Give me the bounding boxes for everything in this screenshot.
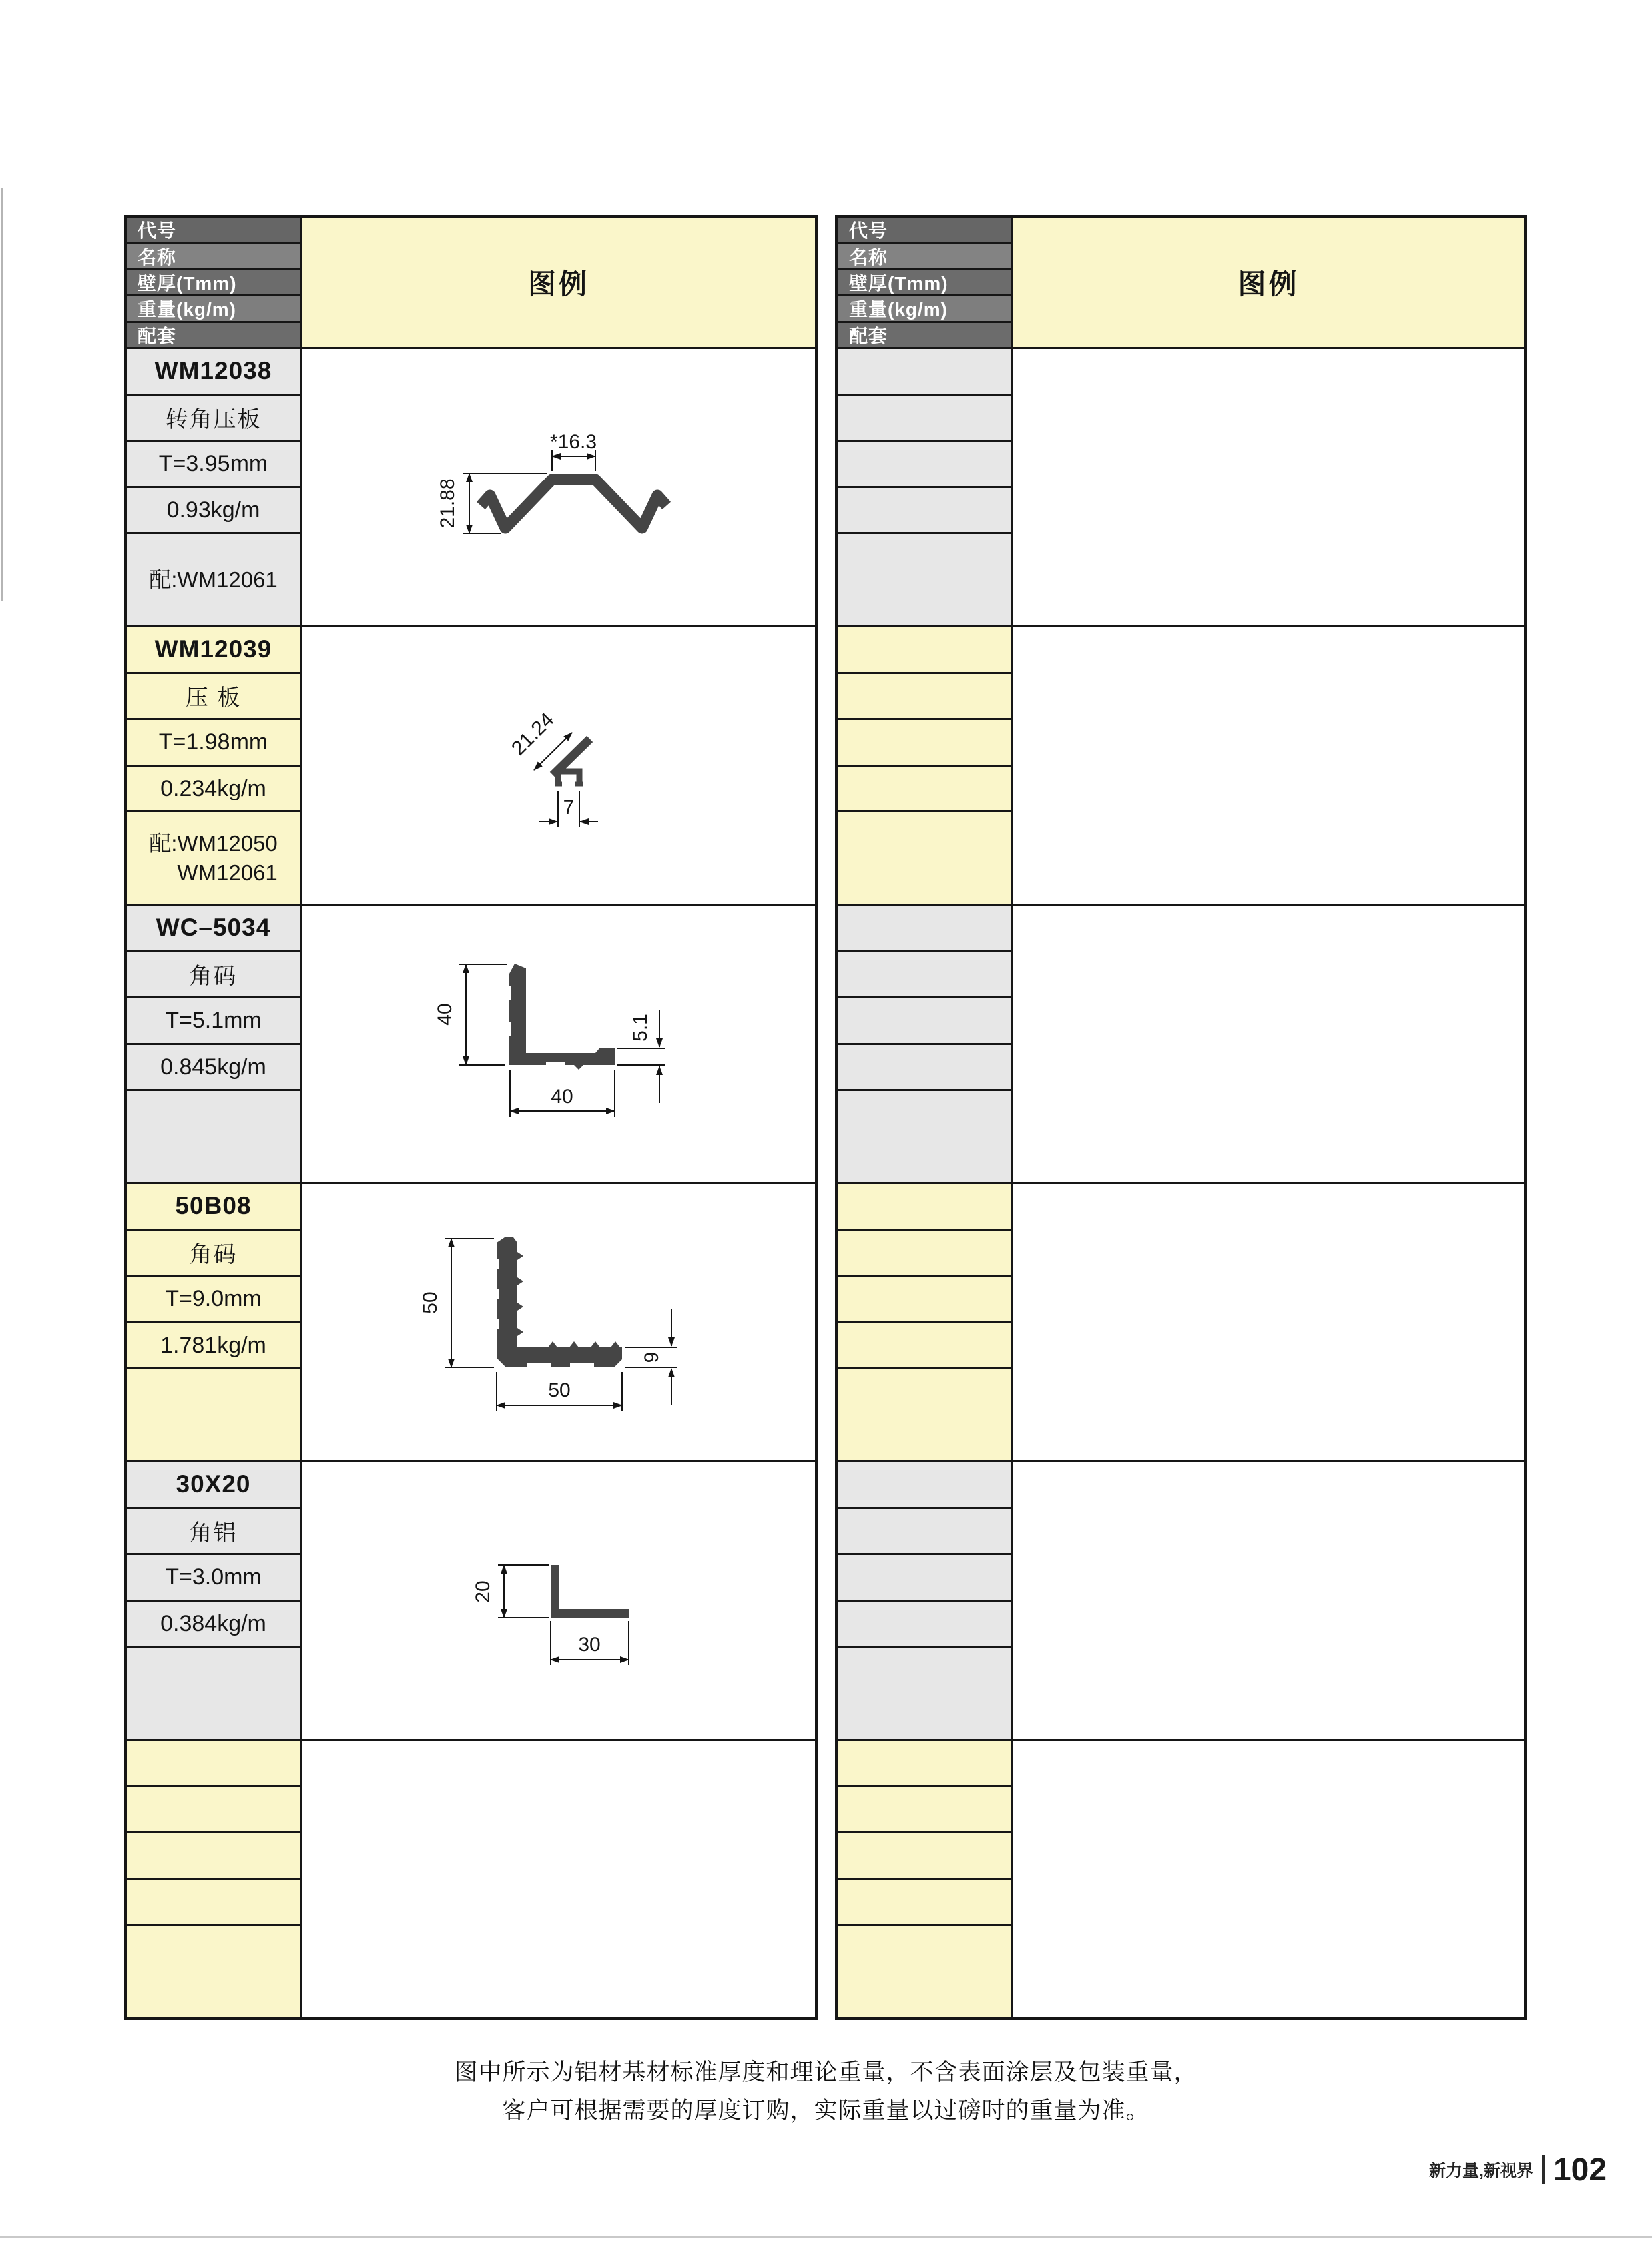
product-weight — [838, 1323, 1011, 1370]
product-name: 角码 — [127, 952, 300, 999]
product-match — [838, 1648, 1011, 1739]
header-match: 配套 — [838, 323, 1011, 347]
product-name — [127, 1787, 300, 1834]
footnote-line1: 图中所示为铝材基材标准厚度和理论重量，不含表面涂层及包装重量， — [454, 2059, 1198, 2085]
footnote-line2: 客户可根据需要的厚度订购，实际重量以过磅时的重量为准。 — [502, 2098, 1150, 2124]
legend-cell — [302, 906, 815, 1182]
product-weight — [838, 1602, 1011, 1648]
product-code — [127, 1741, 300, 1787]
product-code: 30X20 — [127, 1462, 300, 1509]
product-match — [838, 1369, 1011, 1460]
empty-product-block — [838, 347, 1524, 625]
footnote — [0, 2053, 1652, 2130]
product-match — [838, 1091, 1011, 1182]
dim-label: 40 — [551, 1086, 573, 1108]
product-block-wm12039 — [127, 625, 815, 904]
product-block-empty — [127, 1739, 815, 2017]
product-thickness: T=3.0mm — [127, 1555, 300, 1602]
product-name — [838, 1787, 1011, 1834]
page-left-edge-mark — [1, 188, 3, 601]
legend-cell — [1013, 906, 1524, 1182]
product-code: 50B08 — [127, 1184, 300, 1231]
product-code — [838, 627, 1011, 674]
header-thickness: 壁厚(Tmm) — [127, 270, 300, 296]
dim-label: 30 — [578, 1634, 601, 1656]
header-label-column — [838, 218, 1013, 347]
product-weight: 0.234kg/m — [127, 767, 300, 813]
product-thickness — [838, 442, 1011, 488]
header-thickness: 壁厚(Tmm) — [838, 270, 1011, 296]
product-weight — [127, 1880, 300, 1927]
product-name: 压 板 — [127, 674, 300, 721]
product-block-wc5034 — [127, 904, 815, 1182]
empty-product-block — [838, 1739, 1524, 2017]
legend-cell — [1013, 1462, 1524, 1739]
dim-label: 40 — [434, 1003, 456, 1026]
profile-drawing-30x20 — [455, 1522, 669, 1689]
page-bottom-edge-line — [0, 2236, 1652, 2238]
product-thickness: T=1.98mm — [127, 720, 300, 767]
product-match — [838, 534, 1011, 625]
product-weight: 0.845kg/m — [127, 1045, 300, 1092]
header-code: 代号 — [127, 218, 300, 244]
product-match — [127, 1648, 300, 1739]
header-match: 配套 — [127, 323, 300, 347]
legend-cell — [302, 349, 815, 625]
profile-drawing-wm12039 — [469, 670, 669, 836]
product-match — [838, 1926, 1011, 2017]
product-thickness — [838, 1555, 1011, 1602]
product-thickness: T=3.95mm — [127, 442, 300, 488]
legend-cell — [302, 1462, 815, 1739]
product-weight — [838, 1045, 1011, 1092]
header-weight: 重量(kg/m) — [127, 296, 300, 322]
header-code: 代号 — [838, 218, 1011, 244]
dim-label: 9 — [641, 1351, 663, 1363]
product-code — [838, 349, 1011, 396]
product-weight — [838, 488, 1011, 535]
product-weight — [838, 1880, 1011, 1927]
dim-label: 5.1 — [629, 1014, 651, 1042]
empty-product-block — [838, 625, 1524, 904]
product-code — [838, 906, 1011, 952]
legend-cell — [1013, 627, 1524, 904]
product-code: WM12038 — [127, 349, 300, 396]
product-match: 配:WM12050 WM12061 — [127, 812, 300, 904]
product-thickness: T=5.1mm — [127, 998, 300, 1045]
product-code: WC–5034 — [127, 906, 300, 952]
product-weight: 0.384kg/m — [127, 1602, 300, 1648]
dim-label: 50 — [419, 1291, 441, 1314]
product-name: 角码 — [127, 1231, 300, 1277]
empty-product-block — [838, 1182, 1524, 1460]
profile-table-left — [124, 215, 818, 2020]
header-weight: 重量(kg/m) — [838, 296, 1011, 322]
product-weight: 0.93kg/m — [127, 488, 300, 535]
dim-label: 20 — [472, 1580, 494, 1603]
page-footer — [1429, 2152, 1607, 2187]
empty-product-block — [838, 1460, 1524, 1739]
header-legend: 图例 — [302, 218, 815, 347]
product-thickness: T=9.0mm — [127, 1277, 300, 1323]
product-code — [838, 1462, 1011, 1509]
product-code — [838, 1184, 1011, 1231]
product-block-wm12038 — [127, 347, 815, 625]
dim-label: *16.3 — [549, 431, 597, 453]
profile-drawing-wm12038 — [415, 391, 695, 564]
page-number: 102 — [1553, 2152, 1607, 2188]
product-match — [127, 1091, 300, 1182]
product-match — [127, 1369, 300, 1460]
product-block-30x20 — [127, 1460, 815, 1739]
product-code — [838, 1741, 1011, 1787]
header-legend: 图例 — [1013, 218, 1524, 347]
legend-cell — [302, 1741, 815, 2017]
product-name — [838, 1509, 1011, 1556]
table-header — [838, 218, 1524, 347]
profile-drawing-50b08 — [415, 1191, 682, 1414]
dim-label: 7 — [563, 797, 575, 818]
brand-slogan: 新力量,新视界 — [1429, 2162, 1533, 2180]
product-name — [838, 674, 1011, 721]
header-name: 名称 — [127, 244, 300, 270]
table-header — [127, 218, 815, 347]
empty-product-block — [838, 904, 1524, 1182]
product-thickness — [838, 998, 1011, 1045]
profile-drawing-wc5034 — [415, 922, 682, 1135]
profile-table-right — [835, 215, 1527, 2020]
legend-cell — [302, 627, 815, 904]
product-code: WM12039 — [127, 627, 300, 674]
product-thickness — [838, 1277, 1011, 1323]
product-thickness — [127, 1833, 300, 1880]
legend-cell — [1013, 1741, 1524, 2017]
product-match: 配:WM12061 — [127, 534, 300, 625]
product-name: 转角压板 — [127, 396, 300, 442]
legend-cell — [1013, 349, 1524, 625]
header-name: 名称 — [838, 244, 1011, 270]
header-label-column — [127, 218, 302, 347]
product-thickness — [838, 1833, 1011, 1880]
legend-cell — [1013, 1184, 1524, 1460]
footer-divider — [1542, 2155, 1545, 2184]
dim-label: 50 — [548, 1379, 571, 1401]
product-block-50b08 — [127, 1182, 815, 1460]
legend-cell — [302, 1184, 815, 1460]
product-weight — [838, 767, 1011, 813]
product-match — [838, 812, 1011, 904]
product-weight: 1.781kg/m — [127, 1323, 300, 1370]
product-name — [838, 952, 1011, 999]
product-match — [127, 1926, 300, 2017]
product-thickness — [838, 720, 1011, 767]
dim-label: 21.88 — [437, 478, 459, 529]
product-name — [838, 396, 1011, 442]
dim-label: 21.24 — [507, 709, 559, 760]
product-name: 角铝 — [127, 1509, 300, 1556]
product-name — [838, 1231, 1011, 1277]
